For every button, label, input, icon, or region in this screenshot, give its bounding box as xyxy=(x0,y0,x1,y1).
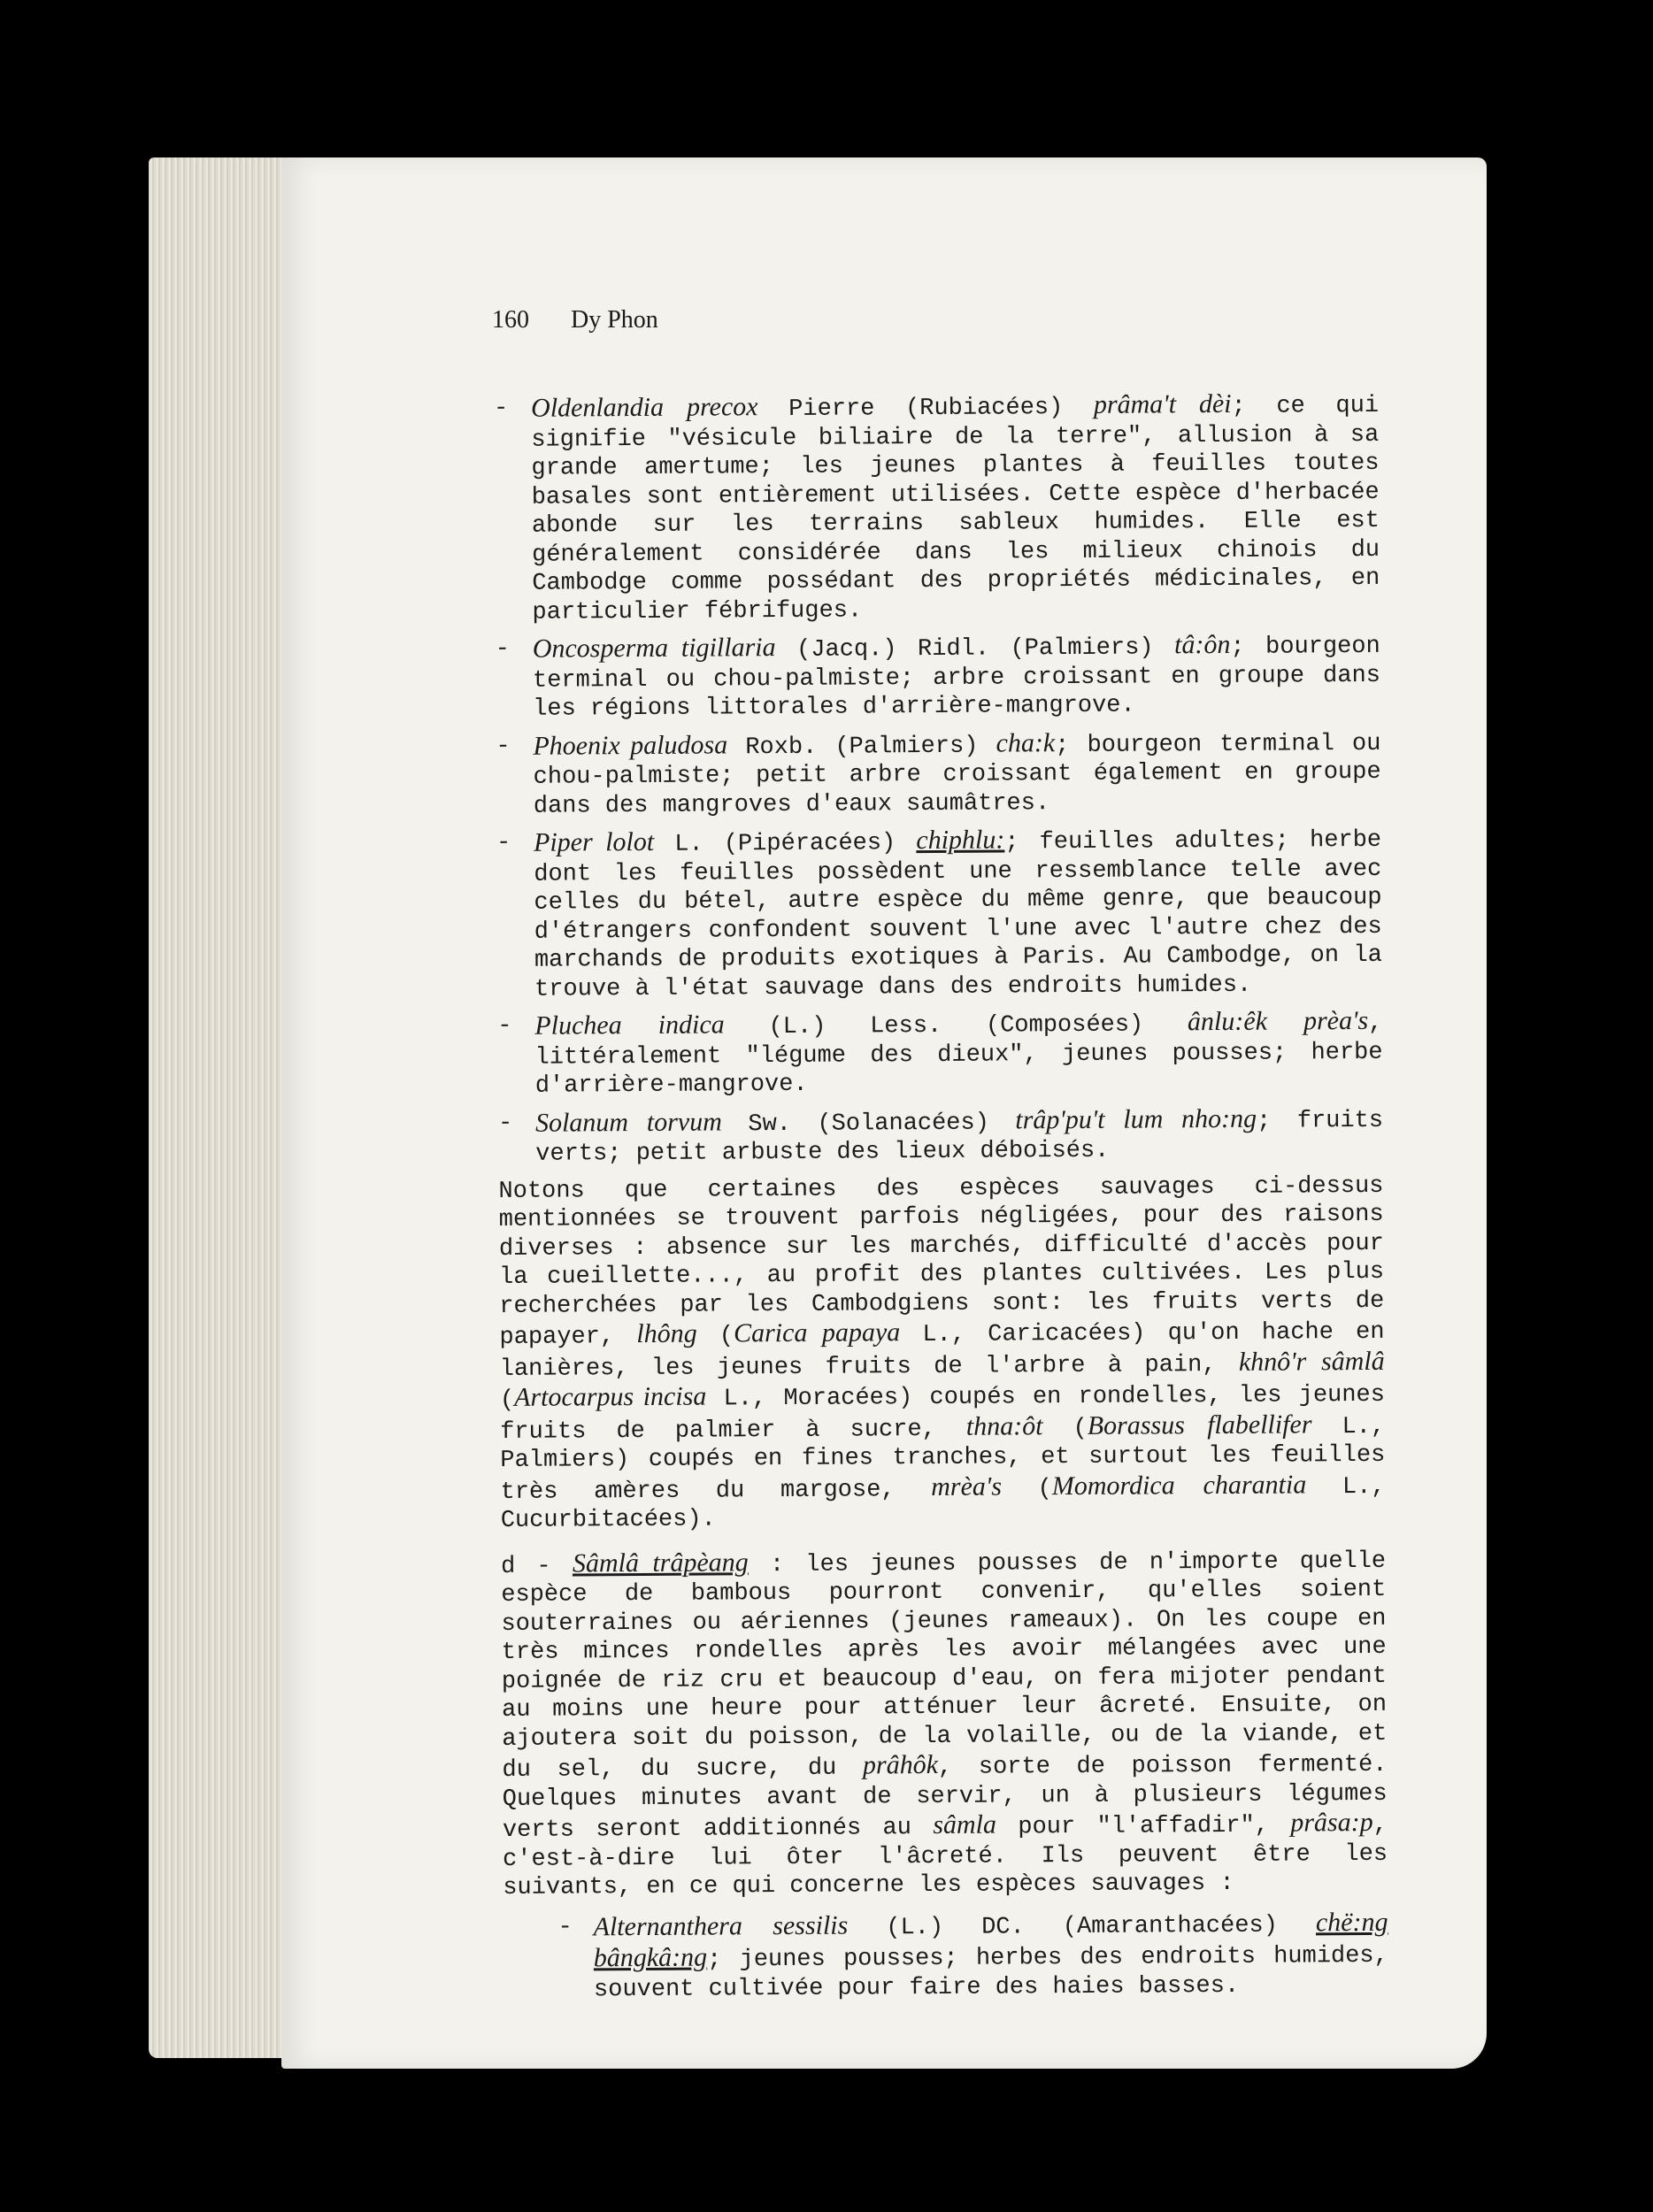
entry-text: ; ce qui signifie "vésicule biliaire de la terre", allusion à sa grande amertume; les jeunes plantes à feuilles toutes basales sont entièrement utilisées. Cette espèce d'herbacée abonde sur les terrains sableux humides. Elle est généralement considérée dans les milieux chinois du Cambodge comme possédant des propriétés médicinales, en particulier fébrifuges. xyxy=(531,392,1380,626)
entry-dash: - xyxy=(495,635,511,663)
scientific-name: Artocarpus incisa xyxy=(514,1381,707,1412)
para-text: L., Moracées) coupés en rondelles, les jeunes fruits de palmier à sucre, xyxy=(500,1381,1386,1446)
scientific-name: Carica papaya xyxy=(733,1317,901,1348)
entry-text: Pierre (Rubiacées) xyxy=(757,394,1095,424)
khmer-name: trâp'pu't lum nho:ng xyxy=(1015,1103,1257,1134)
species-entry xyxy=(496,824,1382,1004)
entry-text: (L.) DC. (Amaranthacées) xyxy=(848,1911,1317,1942)
page-content xyxy=(494,389,1388,2005)
khmer-name: cha:k xyxy=(996,727,1056,758)
book-page xyxy=(281,157,1487,2069)
entry-text: ; fruits verts; petit arbuste des lieux déboisés. xyxy=(535,1107,1384,1168)
scientific-name: Oncosperma tigillaria xyxy=(532,633,776,664)
scientific-name: Borassus flabellifer xyxy=(1087,1409,1312,1440)
khmer-name: sâmla xyxy=(933,1809,997,1839)
entry-dash: - xyxy=(496,733,511,760)
khmer-name: prâsa:p xyxy=(1290,1807,1373,1838)
khmer-name: thna:ôt xyxy=(965,1410,1043,1441)
khmer-name: ânlu:êk prèa's xyxy=(1187,1005,1369,1037)
para-text: , sorte de poisson fermenté. Quelques minutes avant de servir, un à plusieurs légumes verts seront additionnés au xyxy=(502,1751,1388,1844)
section-title: Sâmlâ trâpèang xyxy=(572,1547,749,1578)
khmer-name: chë:ng bângkâ:ng xyxy=(593,1907,1388,1973)
scientific-name: Phoenix paludosa xyxy=(533,729,728,761)
entry-text: ; bourgeon terminal ou chou-palmiste; arbre croissant en groupe dans les régions littorales d'arrière-mangrove. xyxy=(532,633,1381,723)
khmer-name: chiphlu: xyxy=(916,825,1005,856)
entry-dash: - xyxy=(497,1012,512,1040)
para-text: ( xyxy=(1042,1415,1088,1442)
entry-dash: - xyxy=(494,395,509,422)
species-entry xyxy=(496,726,1381,821)
para-text: Notons que certaines des espèces sauvages ci-dessus mentionnées se trouvent parfois négligées, pour des raisons diverses : absence sur les marchés, difficulté d'accès pour la cueillette..., au profit des plantes cultivées. Les plus recherchées par les Cambodgiens sont: les fruits verts de papayer, xyxy=(498,1172,1385,1351)
entry-text: (L.) Less. (Composées) xyxy=(724,1011,1188,1041)
para-text: L., Cucurbitacées). xyxy=(500,1473,1386,1534)
entry-dash: - xyxy=(497,1110,513,1137)
khmer-name: tâ:ôn xyxy=(1173,629,1231,660)
para-text: ( xyxy=(499,1386,515,1414)
entry-text: ; feuilles adultes; herbe dont les feuilles possèdent une ressemblance telle avec celles du bétel, autre espèce du même genre, que beaucoup d'étrangers confondent souvent l'une avec l'autre chez des marchands de produits exotiques à Paris. Au Cambodge, on la trouve à l'état sauvage dans des endroits humides. xyxy=(534,826,1382,1003)
scientific-name: Momordica charantia xyxy=(1051,1469,1307,1501)
species-entry xyxy=(498,1103,1383,1169)
para-text: : les jeunes pousses de n'importe quelle espèce de bambous pourront convenir, qu'elles soient souterraines ou aériennes (jeunes rameaux). On les coupe en très minces rondelles après les avoir mélangées avec une poignée de riz cru et beaucoup d'eau, on fera mijoter pendant au moins une heure pour atténuer leur âcreté. Ensuite, on ajoutera soit du poisson, de la volaille, ou de la viande, et du sel, du sucre, du xyxy=(501,1548,1388,1784)
species-entry xyxy=(497,1007,1383,1102)
khmer-name: lhông xyxy=(636,1318,697,1349)
khmer-name: prâma't dèi xyxy=(1093,388,1232,419)
species-subentry xyxy=(503,1908,1388,2005)
entry-text: Sw. (Solanacées) xyxy=(721,1109,1016,1138)
khmer-name: prâhôk xyxy=(862,1749,939,1780)
species-entry xyxy=(496,630,1381,725)
scientific-name: Piper lolot xyxy=(533,826,655,857)
para-text: ( xyxy=(1001,1475,1052,1503)
running-author: Dy Phon xyxy=(571,306,658,334)
paragraph-samla-trapeang xyxy=(501,1544,1388,1902)
entry-text: Roxb. (Palmiers) xyxy=(727,733,996,761)
species-entry xyxy=(494,389,1380,627)
scientific-name: Pluchea indica xyxy=(534,1010,725,1041)
entry-dash: - xyxy=(557,1913,573,1941)
para-text: ( xyxy=(696,1323,734,1350)
scientific-name: Solanum torvum xyxy=(534,1106,722,1138)
entry-dash: - xyxy=(496,829,511,856)
scientific-name: Alternanthera sessilis xyxy=(593,1910,849,1941)
khmer-name: mrèa's xyxy=(931,1471,1003,1502)
page-number: 160 xyxy=(492,306,529,334)
entry-text: , littéralement "légume des dieux", jeunes pousses; herbe d'arrière-mangrove. xyxy=(534,1010,1383,1100)
entry-text: (Jacq.) Ridl. (Palmiers) xyxy=(775,634,1175,664)
para-text: L., Caricacées) qu'on hache en lanières, les jeunes fruits de l'arbre à pain, xyxy=(499,1318,1385,1383)
page-header xyxy=(492,306,658,334)
entry-text: ; bourgeon terminal ou chou-palmiste; petit arbre croissant également en groupe dans des mangroves d'eaux saumâtres. xyxy=(533,730,1381,820)
section-prefix: d - xyxy=(500,1552,573,1580)
scientific-name: Oldenlandia precox xyxy=(530,392,758,423)
para-text: L., Palmiers) coupés en fines tranches, et surtout les feuilles très amères du margose, xyxy=(500,1413,1386,1506)
para-text: pour "l'affadir", xyxy=(996,1812,1291,1841)
entry-text: L. (Pipéracées) xyxy=(654,830,917,858)
khmer-name: khnô'r sâmlâ xyxy=(1238,1346,1385,1377)
entry-text: ; jeunes pousses; herbes des endroits humides, souvent cultivée pour faire des haies basses. xyxy=(593,1942,1388,2003)
para-text: , c'est-à-dire lui ôter l'âcreté. Ils peuvent être les suivants, en ce qui concerne les espèces sauvages : xyxy=(503,1811,1388,1901)
paragraph-notons xyxy=(498,1171,1385,1535)
